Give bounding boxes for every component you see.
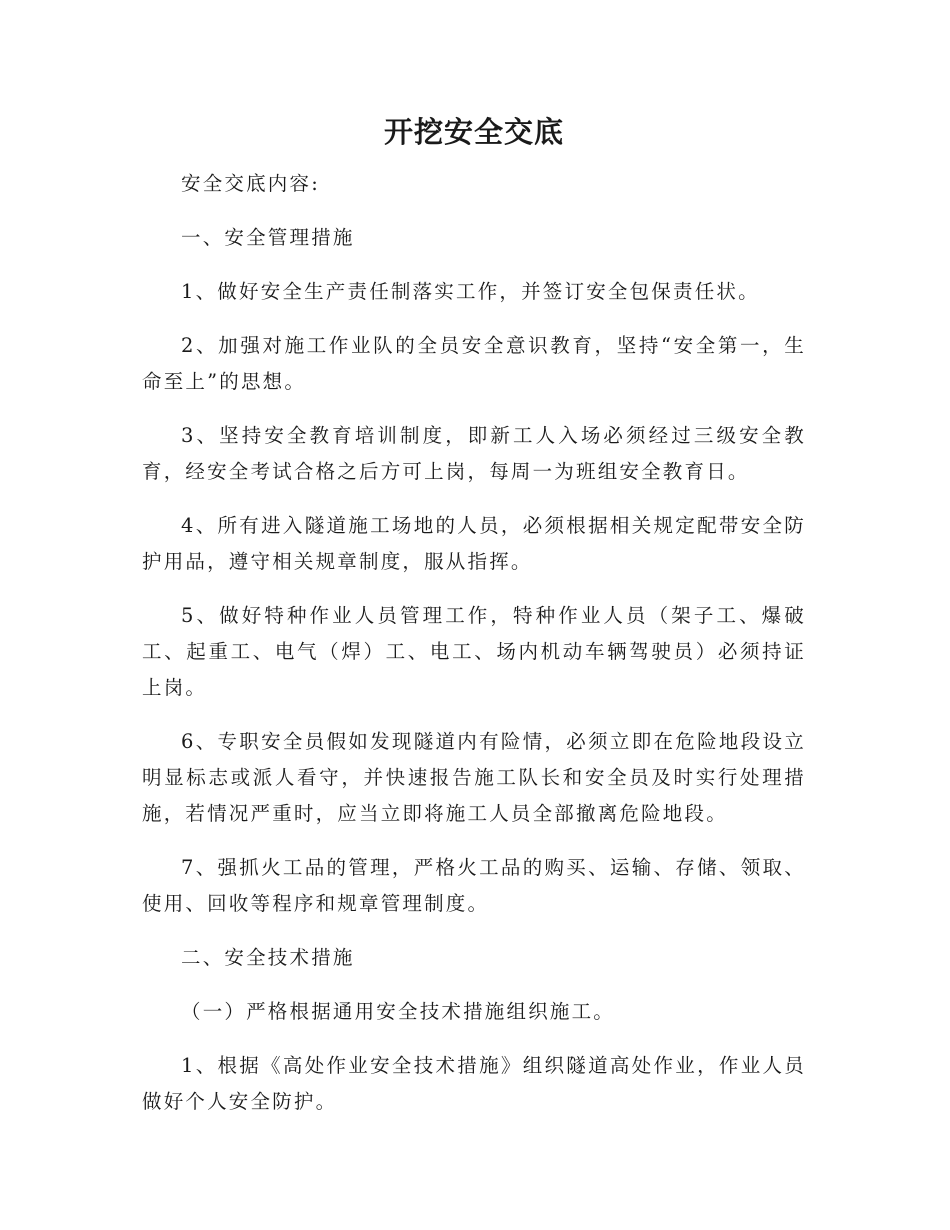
paragraph-item-5: 5、做好特种作业人员管理工作，特种作业人员（架子工、爆破工、起重工、电气（焊）工、电工、场内机动车辆驾驶员）必须持证上岗。 [142,604,806,699]
section-heading-management: 一、安全管理措施 [181,226,355,249]
paragraph-item-6: 6、专职安全员假如发现隧道内有险情，必须立即在危险地段设立明显标志或派人看守，并快速报告施工队长和安全员及时实行处理措施，若情况严重时，应当立即将施工人员全部撤离危险地段。 [142,730,806,825]
paragraph-item-7: 7、强抓火工品的管理，严格火工品的购买、运输、存储、领取、使用、回收等程序和规章管理制度。 [142,856,806,915]
paragraph-item-2: 2、加强对施工作业队的全员安全意识教育，坚持“安全第一，生命至上”的思想。 [142,334,806,393]
paragraph-item-4: 4、所有进入隧道施工场地的人员，必须根据相关规定配带安全防护用品，遵守相关规章制度，服从指挥。 [142,514,806,573]
document-title: 开挖安全交底 [383,115,564,149]
document-body [142,166,806,1138]
subsection-heading-general: （一）严格根据通用安全技术措施组织施工。 [181,1000,616,1023]
section-heading-technical: 二、安全技术措施 [181,946,355,969]
paragraph-tech-item-1: 1、根据《高处作业安全技术措施》组织隧道高处作业，作业人员做好个人安全防护。 [142,1054,806,1113]
section-intro: 安全交底内容: [181,172,320,195]
paragraph-item-1: 1、做好安全生产责任制落实工作，并签订安全包保责任状。 [181,280,760,303]
paragraph-item-3: 3、坚持安全教育培训制度，即新工人入场必须经过三级安全教育，经安全考试合格之后方可上岗，每周一为班组安全教育日。 [142,424,806,483]
